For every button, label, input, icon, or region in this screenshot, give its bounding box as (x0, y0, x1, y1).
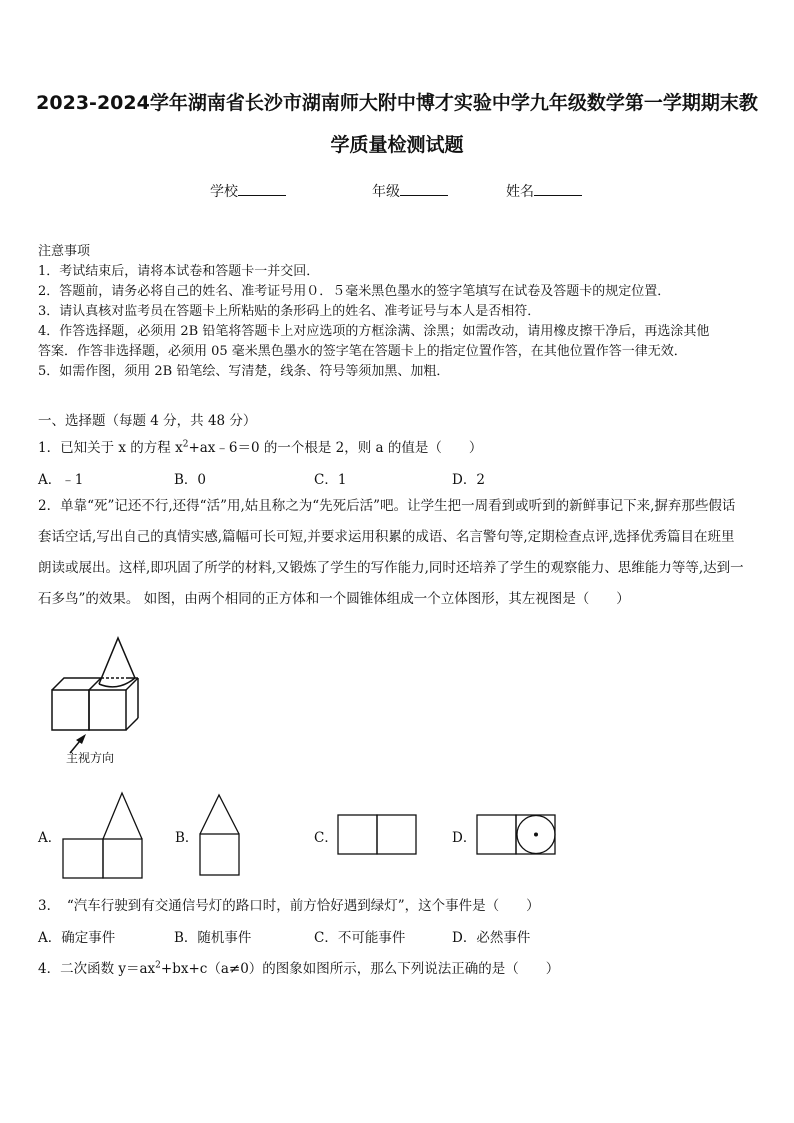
q4-text-post: +bx+c（a≠0）的图象如图所示，那么下列说法正确的是（ ） (160, 961, 560, 977)
notes-block (38, 242, 709, 382)
q2-option-a-figure (62, 792, 144, 880)
q1-option-a: A．﹣1 (38, 472, 84, 488)
view-direction-label: 主视方向 (66, 751, 115, 765)
q2-option-d-figure (476, 814, 558, 856)
q1-option-c: C．1 (314, 472, 347, 488)
q2-option-c-label: C． (314, 830, 338, 846)
question-3: 3． “汽车行驶到有交通信号灯的路口时，前方恰好遇到绿灯”，这个事件是（ ） (38, 898, 540, 914)
q4-superscript: 2 (155, 960, 161, 971)
grade-field (372, 181, 448, 201)
note-item: 1．考试结束后，请将本试卷和答题卡一并交回． (38, 264, 320, 279)
question-1 (38, 436, 482, 456)
name-blank (534, 181, 582, 196)
school-blank (238, 181, 286, 196)
page-title: 2023-2024学年湖南省长沙市湖南师大附中博才实验中学九年级数学第一学期期末教 (36, 92, 758, 114)
q2-option-c-figure (337, 814, 419, 856)
section-heading: 一、选择题（每题 4 分，共 48 分） (38, 413, 257, 429)
q3-option-a: A．确定事件 (38, 930, 116, 946)
q2-line: 套话空话,写出自己的真情实感,篇幅可长可短,并要求运用积累的成语、名言警句等,定期检查点评,选择优秀篇目在班里 (38, 529, 735, 545)
q2-line: 石多鸟”的效果。 如图，由两个相同的正方体和一个圆锥体组成一个立体图形，其左视图是（ ） (38, 591, 630, 607)
q3-option-c: C．不可能事件 (314, 930, 406, 946)
q4-text-pre: 4．二次函数 y＝ax (38, 961, 156, 977)
school-field (210, 181, 286, 201)
q1-text-pre: 1．已知关于 x 的方程 x (38, 440, 183, 456)
q1-option-d: D．2 (452, 472, 485, 488)
name-field (506, 181, 582, 201)
q3-option-b: B．随机事件 (174, 930, 252, 946)
note-item: 4．作答选择题，必须用 2B 铅笔将答题卡上对应选项的方框涂满、涂黑；如需改动，请用橡皮擦干净后，再选涂其他 (38, 324, 710, 339)
grade-label: 年级 (372, 184, 400, 200)
q2-option-b-figure (199, 794, 241, 878)
q2-option-b-label: B． (175, 830, 199, 846)
note-item: 3．请认真核对监考员在答题卡上所粘贴的条形码上的姓名、准考证号与本人是否相符． (38, 304, 541, 319)
q3-option-d: D．必然事件 (452, 930, 531, 946)
q2-line: 朗读或展出。这样,即巩固了所学的材料,又锻炼了学生的写作能力,同时还培养了学生的观察能力、思维能力等等,达到一 (38, 560, 744, 576)
note-item: 5．如需作图，须用 2B 铅笔绘、写清楚，线条、符号等须加黑、加粗． (38, 364, 450, 379)
q1-text-post: +ax﹣6＝0 的一个根是 2，则 a 的值是（ ） (188, 440, 483, 456)
q1-superscript: 2 (182, 439, 189, 450)
name-label: 姓名 (506, 184, 534, 200)
notes-heading: 注意事项 (38, 244, 91, 259)
note-item: 2．答题前，请务必将自己的姓名、准考证号用０．５毫米黑色墨水的签字笔填写在试卷及答题卡的规定位置． (38, 284, 671, 299)
grade-blank (400, 181, 448, 196)
q2-option-d-label: D． (452, 830, 477, 846)
q1-option-b: B．0 (174, 472, 207, 488)
school-label: 学校 (210, 184, 238, 200)
question-4 (38, 957, 559, 977)
q2-option-a-label: A． (38, 830, 62, 846)
note-item: 答案．作答非选择题，必须用 05 毫米黑色墨水的签字笔在答题卡上的指定位置作答，在其他位置作答一律无效． (38, 344, 687, 359)
page-title-line2: 学质量检测试题 (330, 134, 464, 156)
q2-line: 2．单靠“死”记还不行,还得“活”用,姑且称之为“先死后活”吧。让学生把一周看到或听到的新鲜事记下来,摒弃那些假话 (38, 498, 736, 514)
question-2 (38, 491, 744, 615)
